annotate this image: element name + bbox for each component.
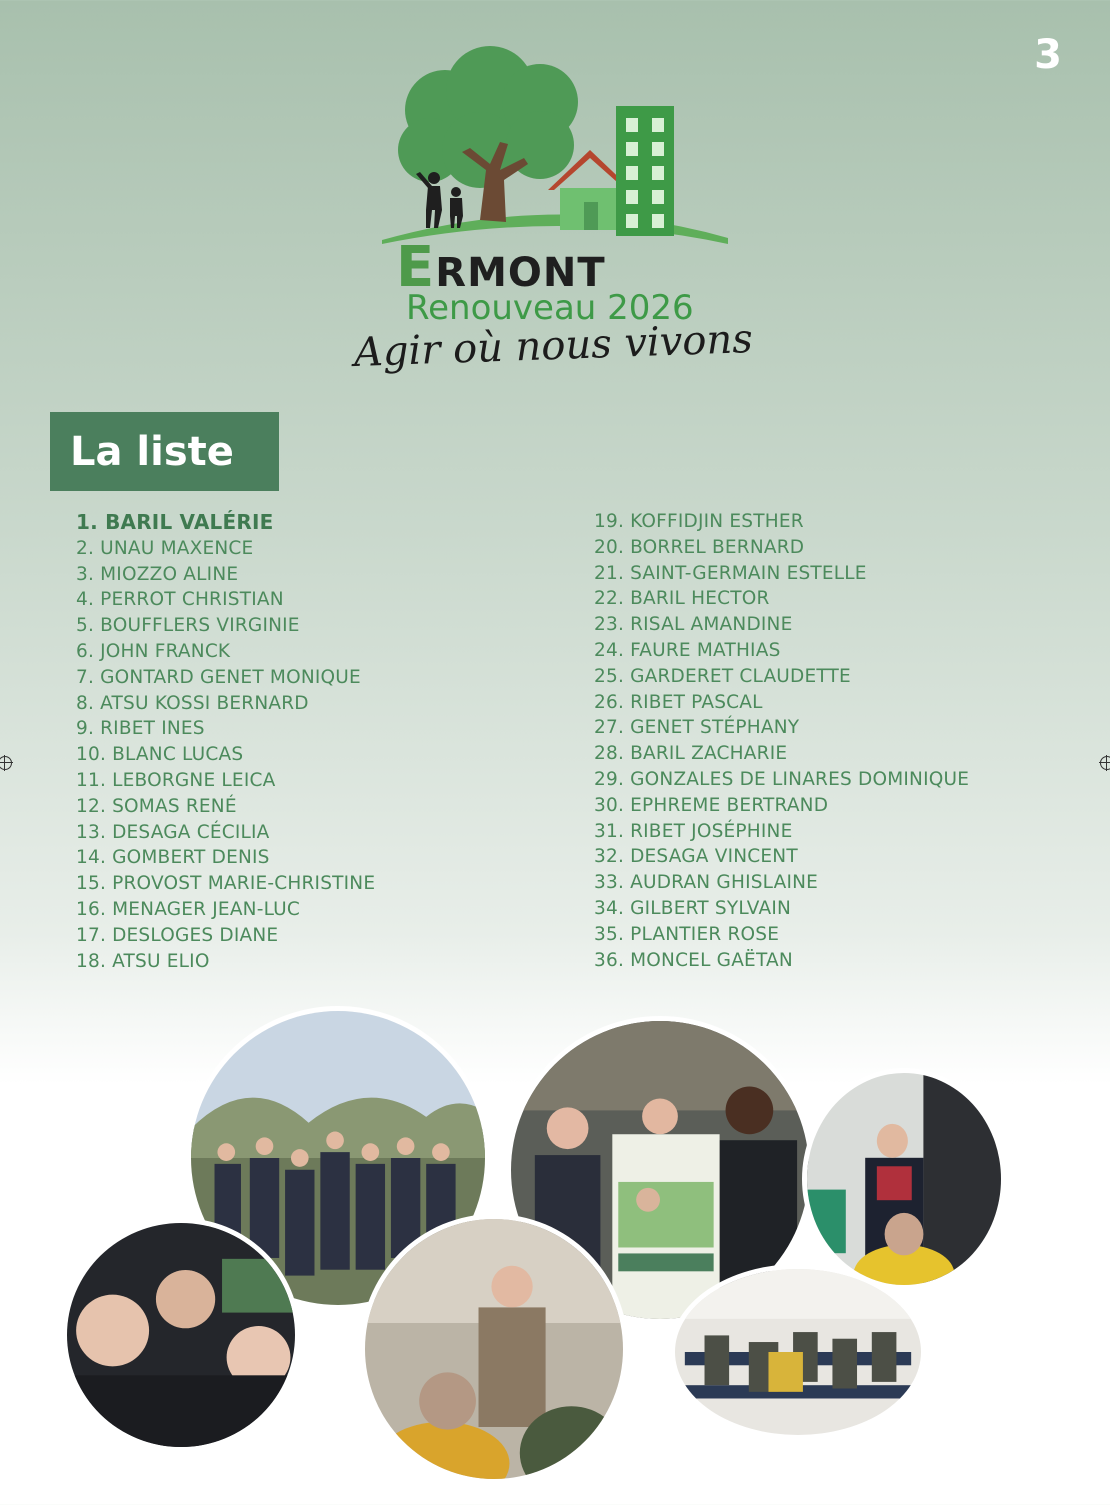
- list-item: 23. RISAL AMANDINE: [594, 614, 793, 636]
- section-title: La liste: [70, 428, 234, 475]
- list-item: 13. DESAGA CÉCILIA: [76, 821, 270, 843]
- list-item: 3. MIOZZO ALINE: [76, 563, 239, 585]
- list-item: 4. PERROT CHRISTIAN: [76, 589, 284, 611]
- photo-speaker-audience: [360, 1214, 628, 1484]
- brand-subtitle: Renouveau 2026: [406, 288, 694, 328]
- list-item: 21. SAINT-GERMAIN ESTELLE: [594, 562, 867, 584]
- brand-name-rest: RMONT: [435, 250, 606, 296]
- registration-mark-right: [1100, 756, 1110, 770]
- photo-speaker-hall: [802, 1068, 1006, 1290]
- list-item: 30. EPHREME BERTRAND: [594, 794, 829, 816]
- section-header: [50, 412, 279, 491]
- list-item: 18. ATSU ELIO: [76, 950, 210, 972]
- list-item: 10. BLANC LUCAS: [76, 744, 244, 766]
- list-item: 36. MONCEL GAËTAN: [594, 949, 793, 971]
- list-item: 32. DESAGA VINCENT: [594, 846, 798, 868]
- list-item: 20. BORREL BERNARD: [594, 536, 805, 558]
- brand-initial: E: [396, 235, 436, 300]
- logo-illustration: [340, 40, 770, 260]
- list-item: 26. RIBET PASCAL: [594, 691, 763, 713]
- list-item: 8. ATSU KOSSI BERNARD: [76, 692, 309, 714]
- list-item: 25. GARDERET CLAUDETTE: [594, 665, 851, 687]
- candidate-list-left: [76, 510, 375, 974]
- list-item: 17. DESLOGES DIANE: [76, 924, 279, 946]
- selfie-photo: [62, 1218, 300, 1452]
- list-item: 29. GONZALES DE LINARES DOMINIQUE: [594, 768, 970, 790]
- list-item: 27. GENET STÉPHANY: [594, 717, 800, 739]
- registration-mark-left: [0, 756, 12, 770]
- list-item: 24. FAURE MATHIAS: [594, 639, 781, 661]
- list-item: 16. MENAGER JEAN-LUC: [76, 898, 301, 920]
- list-item: 34. GILBERT SYLVAIN: [594, 897, 792, 919]
- list-item: 9. RIBET INES: [76, 718, 205, 740]
- list-item: 1. BARIL VALÉRIE: [76, 510, 274, 534]
- list-item: 7. GONTARD GENET MONIQUE: [76, 666, 361, 688]
- list-item: 14. GOMBERT DENIS: [76, 847, 270, 869]
- list-item: 33. AUDRAN GHISLAINE: [594, 872, 819, 894]
- list-item: 28. BARIL ZACHARIE: [594, 743, 788, 765]
- list-item: 5. BOUFFLERS VIRGINIE: [76, 615, 300, 637]
- campaign-logo: [340, 40, 770, 410]
- list-item: 31. RIBET JOSÉPHINE: [594, 820, 793, 842]
- page-number: 3: [1034, 32, 1062, 78]
- photo-audience-meeting: [670, 1264, 926, 1440]
- list-item: 12. SOMAS RENÉ: [76, 795, 237, 817]
- list-item: 6. JOHN FRANCK: [76, 640, 231, 662]
- list-item: 19. KOFFIDJIN ESTHER: [594, 511, 804, 532]
- list-item: 35. PLANTIER ROSE: [594, 923, 780, 945]
- candidate-list-right: [594, 509, 969, 973]
- brand-slogan: Agir où nous vivons: [353, 316, 754, 376]
- list-item: 22. BARIL HECTOR: [594, 588, 770, 610]
- list-item: 2. UNAU MAXENCE: [76, 537, 254, 559]
- list-item: 15. PROVOST MARIE-CHRISTINE: [76, 873, 376, 895]
- list-item: 11. LEBORGNE LEICA: [76, 769, 276, 791]
